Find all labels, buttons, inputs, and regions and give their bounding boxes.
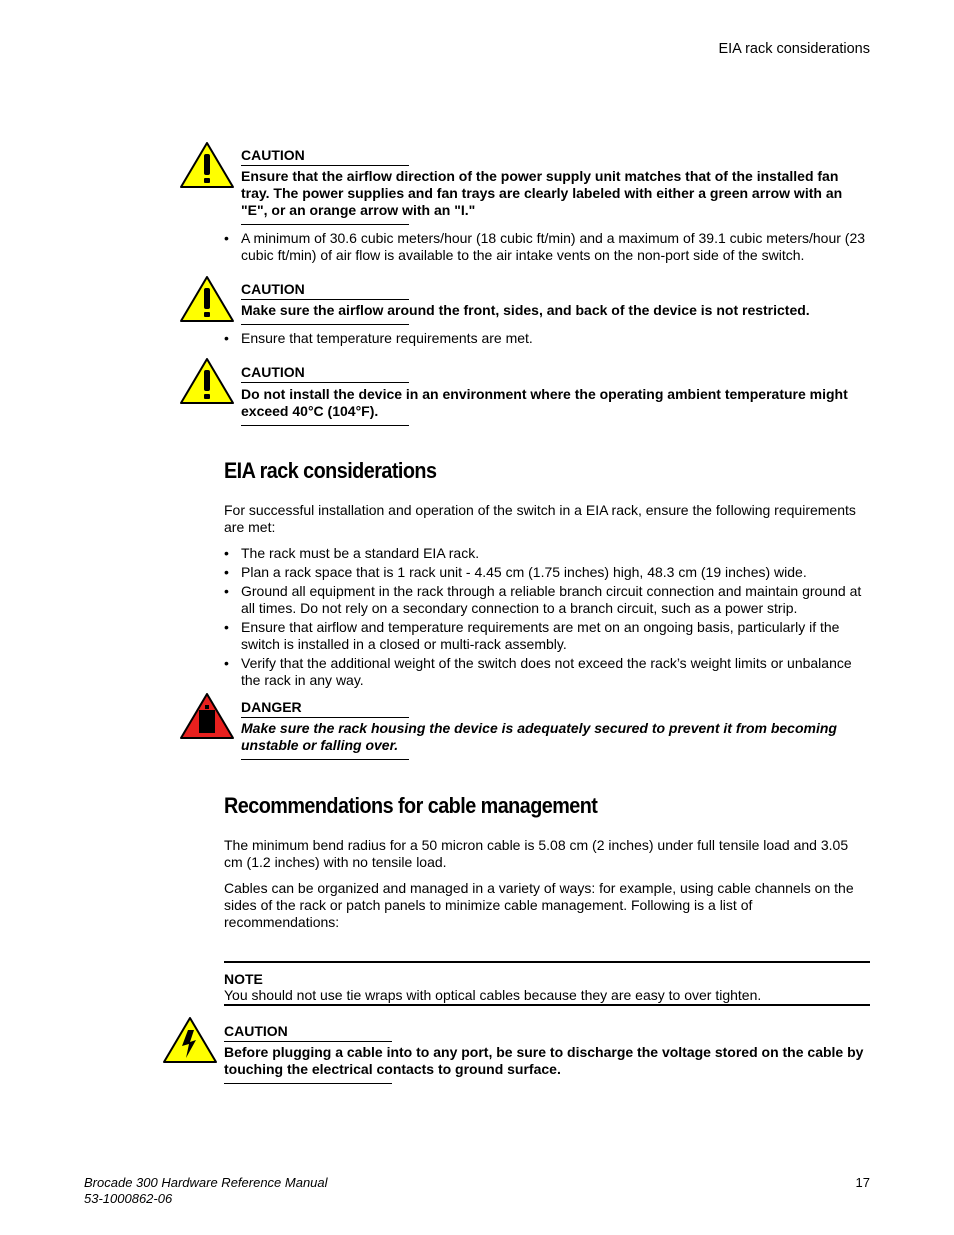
- note-text: You should not use tie wraps with optical cables because they are easy to over tighten.: [224, 987, 762, 1003]
- list-item: • A minimum of 30.6 cubic meters/hour (18 cubic ft/min) and a maximum of 39.1 cubic meters/hour (23 cubic ft/min) of air flow is available to the air intake vents on the non-port side of the switch.: [224, 230, 874, 264]
- caution-text: Do not install the device in an environment where the operating ambient temperature might exceed 40°C (104°F).: [241, 386, 848, 419]
- caution-label: CAUTION: [241, 147, 305, 163]
- caution-rule-bottom: [241, 425, 409, 426]
- airflow-bullet-list: [224, 230, 874, 266]
- note-rule-top: [224, 961, 870, 963]
- caution-triangle-icon: [179, 357, 235, 405]
- caution-label: CAUTION: [241, 364, 305, 380]
- note-label: NOTE: [224, 971, 263, 987]
- list-item: • The rack must be a standard EIA rack.: [224, 545, 869, 562]
- danger-crushing-hazard-icon: [179, 692, 235, 740]
- danger-text: Make sure the rack housing the device is adequately secured to prevent it from becoming unstable or falling over.: [241, 720, 837, 753]
- danger-rule-top: [241, 717, 409, 718]
- note-rule-bottom: [224, 1004, 870, 1006]
- cable-paragraph-1: The minimum bend radius for a 50 micron cable is 5.08 cm (2 inches) under full tensile load and 3.05 cm (1.2 inches) with no tensile load.: [224, 837, 849, 870]
- list-item: • Plan a rack space that is 1 rack unit - 4.45 cm (1.75 inches) high, 48.3 cm (19 inches) wide.: [224, 564, 869, 581]
- electrical-hazard-icon: [162, 1016, 218, 1064]
- section-heading-cable-management: Recommendations for cable management: [224, 793, 598, 818]
- danger-label: DANGER: [241, 699, 302, 715]
- caution-text: Ensure that the airflow direction of the power supply unit matches that of the installed fan tray. The power supplies and fan trays are clearly labeled with either a green arrow with an "E", or an orange arrow with an "I.": [241, 168, 843, 218]
- footer-manual-title: Brocade 300 Hardware Reference Manual: [84, 1175, 328, 1190]
- running-header: EIA rack considerations: [718, 41, 870, 57]
- caution-rule-bottom: [241, 324, 409, 325]
- caution-rule-top: [241, 299, 409, 300]
- caution-rule-bottom: [241, 224, 409, 225]
- footer-page-number: 17: [855, 1175, 870, 1190]
- caution-triangle-icon: [179, 141, 235, 189]
- caution-rule-top: [241, 165, 409, 166]
- temperature-bullet-list: [224, 330, 874, 349]
- caution-text: Before plugging a cable into to any port, be sure to discharge the voltage stored on the cable by touching the electrical contacts to ground surface.: [224, 1044, 864, 1077]
- caution-label: CAUTION: [241, 281, 305, 297]
- cable-paragraph-2: Cables can be organized and managed in a variety of ways: for example, using cable channels on the sides of the rack or patch panels to minimize cable management. Following is a list of recommendations:: [224, 880, 854, 930]
- caution-rule-top: [224, 1041, 392, 1042]
- caution-label: CAUTION: [224, 1023, 288, 1039]
- eia-requirements-list: [224, 545, 869, 691]
- caution-rule-bottom: [224, 1083, 392, 1084]
- caution-rule-top: [241, 382, 409, 383]
- list-item: • Ground all equipment in the rack through a reliable branch circuit connection and maintain ground at all times. Do not rely on a secondary connection to a branch circuit, such as a power strip.: [224, 583, 869, 617]
- caution-triangle-icon: [179, 275, 235, 323]
- list-item: • Verify that the additional weight of the switch does not exceed the rack’s weight limits or unbalance the rack in any way.: [224, 655, 869, 689]
- list-item: • Ensure that airflow and temperature requirements are met on an ongoing basis, particularly if the switch is installed in a closed or multi-rack assembly.: [224, 619, 869, 653]
- list-item: • Ensure that temperature requirements are met.: [224, 330, 874, 347]
- section-heading-eia: EIA rack considerations: [224, 458, 437, 483]
- footer-doc-number: 53-1000862-06: [84, 1191, 173, 1206]
- danger-rule-bottom: [241, 759, 409, 760]
- caution-text: Make sure the airflow around the front, sides, and back of the device is not restricted.: [241, 302, 810, 318]
- eia-intro-paragraph: For successful installation and operation of the switch in a EIA rack, ensure the following requirements are met:: [224, 502, 856, 535]
